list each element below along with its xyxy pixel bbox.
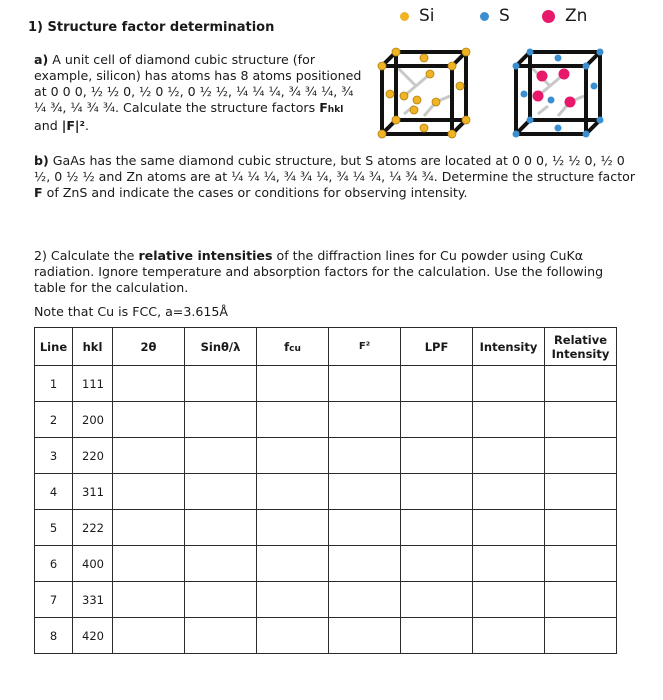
- answer-cell[interactable]: [257, 474, 329, 510]
- answer-cell[interactable]: [257, 510, 329, 546]
- answer-cell[interactable]: [329, 438, 401, 474]
- answer-cell[interactable]: [113, 546, 185, 582]
- answer-cell[interactable]: [329, 402, 401, 438]
- answer-cell[interactable]: [113, 582, 185, 618]
- answer-cell[interactable]: [545, 618, 617, 654]
- cell-hkl: 220: [73, 438, 113, 474]
- cell-hkl: 222: [73, 510, 113, 546]
- table-header-row: [35, 328, 617, 366]
- header-intensity: Intensity: [473, 328, 545, 366]
- answer-cell[interactable]: [113, 510, 185, 546]
- answer-cell[interactable]: [401, 402, 473, 438]
- answer-cell[interactable]: [401, 582, 473, 618]
- answer-cell[interactable]: [185, 546, 257, 582]
- header-f-squared: F²: [329, 328, 401, 366]
- cell-hkl: 331: [73, 582, 113, 618]
- q1-heading: 1) Structure factor determination: [28, 20, 275, 35]
- answer-cell[interactable]: [185, 510, 257, 546]
- header-line: Line: [35, 328, 73, 366]
- table-row: [35, 510, 617, 546]
- answer-cell[interactable]: [401, 618, 473, 654]
- table-row: [35, 402, 617, 438]
- answer-cell[interactable]: [545, 438, 617, 474]
- cell-hkl: 200: [73, 402, 113, 438]
- q1-part-b: b) GaAs has the same diamond cubic structure, but S atoms are located at 0 0 0, ½ ½ 0, ½ 0 ½, 0 ½ ½ and Zn atoms are at ¼ ¼ ¼, ¾ ¾ ¼, ¾ ¼ ¾, ¼ ¾ ¾. Determine the structure factor F of ZnS and indicate the cases or conditions for observing intensity.: [34, 153, 636, 200]
- header-hkl: hkl: [73, 328, 113, 366]
- silicon-diamond-cube-diagram: [374, 44, 474, 140]
- cell-line: 4: [35, 474, 73, 510]
- answer-cell[interactable]: [473, 618, 545, 654]
- answer-cell[interactable]: [257, 618, 329, 654]
- answer-cell[interactable]: [113, 402, 185, 438]
- answer-cell[interactable]: [185, 438, 257, 474]
- table-row: [35, 546, 617, 582]
- zn-dot-icon: [542, 10, 555, 23]
- cell-line: 2: [35, 402, 73, 438]
- answer-cell[interactable]: [257, 582, 329, 618]
- cell-line: 5: [35, 510, 73, 546]
- zns-zinc-blende-cube-diagram: [508, 44, 608, 140]
- cell-hkl: 111: [73, 366, 113, 402]
- answer-cell[interactable]: [113, 438, 185, 474]
- cell-line: 8: [35, 618, 73, 654]
- legend-zn: Zn: [542, 6, 587, 26]
- table-row: [35, 438, 617, 474]
- atom-legend: [395, 6, 655, 28]
- answer-cell[interactable]: [257, 366, 329, 402]
- answer-cell[interactable]: [545, 402, 617, 438]
- answer-cell[interactable]: [185, 366, 257, 402]
- answer-cell[interactable]: [113, 366, 185, 402]
- table-row: [35, 618, 617, 654]
- header-relative-intensity: Relative Intensity: [545, 328, 617, 366]
- answer-cell[interactable]: [473, 402, 545, 438]
- table-row: [35, 474, 617, 510]
- q2-text: 2) Calculate the relative intensities of the diffraction lines for Cu powder using CuKα radiation. Ignore temperature and absorption factors for the calculation. Use the following table for the calculation.: [34, 248, 604, 295]
- cell-hkl: 400: [73, 546, 113, 582]
- answer-cell[interactable]: [329, 582, 401, 618]
- q2-note: Note that Cu is FCC, a=3.615Å: [34, 304, 229, 319]
- answer-cell[interactable]: [545, 510, 617, 546]
- q1-part-a: a) A unit cell of diamond cubic structure (for example, silicon) has atoms has 8 atoms positioned at 0 0 0, ½ ½ 0, ½ 0 ½, 0 ½ ½, ¼ ¼ ¼, ¾ ¾ ¼, ¾ ¼ ¾, ¼ ¾ ¾. Calculate the structure factors Fhkl and |F|².: [34, 52, 362, 133]
- cell-line: 6: [35, 546, 73, 582]
- answer-cell[interactable]: [185, 618, 257, 654]
- answer-cell[interactable]: [545, 474, 617, 510]
- answer-cell[interactable]: [401, 546, 473, 582]
- answer-cell[interactable]: [329, 474, 401, 510]
- answer-cell[interactable]: [473, 474, 545, 510]
- si-dot-icon: [400, 12, 409, 21]
- answer-cell[interactable]: [473, 582, 545, 618]
- answer-cell[interactable]: [545, 582, 617, 618]
- answer-cell[interactable]: [329, 510, 401, 546]
- cell-hkl: 311: [73, 474, 113, 510]
- answer-cell[interactable]: [545, 546, 617, 582]
- answer-cell[interactable]: [329, 618, 401, 654]
- answer-cell[interactable]: [473, 366, 545, 402]
- table-row: [35, 582, 617, 618]
- answer-cell[interactable]: [185, 402, 257, 438]
- cell-hkl: 420: [73, 618, 113, 654]
- answer-cell[interactable]: [473, 510, 545, 546]
- answer-cell[interactable]: [329, 366, 401, 402]
- answer-cell[interactable]: [401, 474, 473, 510]
- cell-line: 1: [35, 366, 73, 402]
- answer-cell[interactable]: [113, 474, 185, 510]
- answer-cell[interactable]: [473, 546, 545, 582]
- header-sin-theta-lambda: Sinθ/λ: [185, 328, 257, 366]
- header-fcu: fcu: [257, 328, 329, 366]
- answer-cell[interactable]: [113, 618, 185, 654]
- answer-cell[interactable]: [329, 546, 401, 582]
- answer-cell[interactable]: [545, 366, 617, 402]
- answer-cell[interactable]: [401, 366, 473, 402]
- header-two-theta: 2θ: [113, 328, 185, 366]
- answer-cell[interactable]: [257, 438, 329, 474]
- answer-cell[interactable]: [257, 402, 329, 438]
- legend-si: Si: [400, 6, 435, 26]
- cell-line: 7: [35, 582, 73, 618]
- cell-line: 3: [35, 438, 73, 474]
- answer-cell[interactable]: [401, 438, 473, 474]
- legend-s: S: [480, 6, 510, 26]
- answer-cell[interactable]: [185, 474, 257, 510]
- table-row: [35, 366, 617, 402]
- s-dot-icon: [480, 12, 489, 21]
- answer-cell[interactable]: [473, 438, 545, 474]
- header-lpf: LPF: [401, 328, 473, 366]
- answer-cell[interactable]: [185, 582, 257, 618]
- answer-cell[interactable]: [401, 510, 473, 546]
- diffraction-table: [34, 327, 617, 654]
- answer-cell[interactable]: [257, 546, 329, 582]
